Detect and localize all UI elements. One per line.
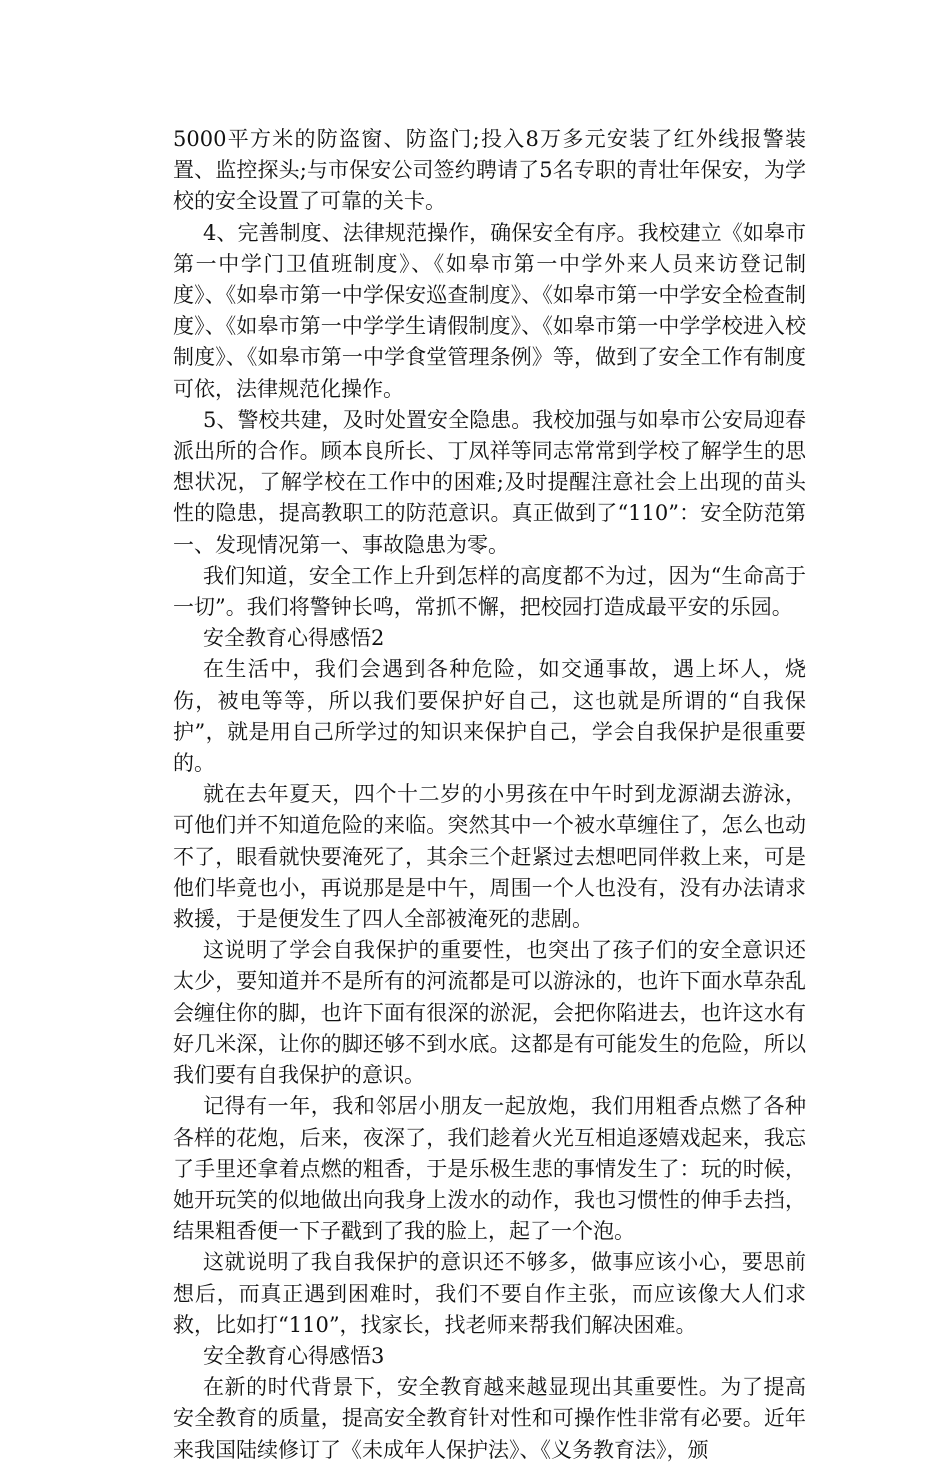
section-heading-2: 安全教育心得感悟2 bbox=[203, 626, 385, 651]
paragraph-police-school: 5、警校共建，及时处置安全隐患。我校加强与如皋市公安局迎春派出所的合作。顾本良所长、丁凤祥等同志常常到学校了解学生的思想状况，了解学校在工作中的困难;及时提醒注意社会上出现的苗头性的隐患，提高教职工的防范意识。真正做到了“110”：安全防范第一、发现情况第一、事故隐患为零。 bbox=[173, 407, 806, 557]
paragraph-firecracker-story: 记得有一年，我和邻居小朋友一起放炮，我们用粗香点燃了各种各样的花炮，后来，夜深了，我们趁着火光互相追逐嬉戏起来，我忘了手里还拿着点燃的粗香，于是乐极生悲的事情发生了：玩的时候，她开玩笑的似地做出向我身上泼水的动作，我也习惯性的伸手去挡，结果粗香便一下子戳到了我的脸上，起了一个泡。 bbox=[173, 1094, 806, 1244]
paragraph-new-era: 在新的时代背景下，安全教育越来越显现出其重要性。为了提高安全教育的质量，提高安全教育针对性和可操作性非常有必要。近年来我国陆续修订了《未成年人保护法》、《义务教育法》，颁 bbox=[173, 1375, 806, 1462]
paragraph-reflection: 这就说明了我自我保护的意识还不够多，做事应该小心，要思前想后，而真正遇到困难时，我们不要自作主张，而应该像大人们求救，比如打“110”，找家长，找老师来帮我们解决困难。 bbox=[173, 1250, 806, 1337]
paragraph-swimming-story: 就在去年夏天，四个十二岁的小男孩在中午时到龙源湖去游泳，可他们并不知道危险的来临。突然其中一个被水草缠住了，怎么也动不了，眼看就快要淹死了，其余三个赶紧过去想吧同伴救上来，可是他们毕竟也小，再说那是是中午，周围一个人也没有，没有办法请求救援，于是便发生了四人全部被淹死的悲剧。 bbox=[173, 782, 806, 932]
paragraph-self-protection: 在生活中，我们会遇到各种危险，如交通事故，遇上坏人，烧伤，被电等等，所以我们要保护好自己，这也就是所谓的“自我保护”，就是用自己所学过的知识来保护自己，学会自我保护是很重要的。 bbox=[173, 657, 806, 776]
paragraph-rules: 4、完善制度、法律规范操作，确保安全有序。我校建立《如皋市第一中学门卫值班制度》、《如皋市第一中学外来人员来访登记制度》、《如皋市第一中学保安巡查制度》、《如皋市第一中学安全检查制度》、《如皋市第一中学学生请假制度》、《如皋市第一中学学校进入校制度》、《如皋市第一中学食堂管理条例》等，做到了安全工作有制度可依，法律规范化操作。 bbox=[173, 220, 806, 401]
section-heading-3: 安全教育心得感悟3 bbox=[203, 1343, 385, 1368]
paragraph-lesson: 这说明了学会自我保护的重要性，也突出了孩子们的安全意识还太少，要知道并不是所有的河流都是可以游泳的，也许下面水草杂乱会缠住你的脚，也许下面有很深的淤泥，会把你陷进去，也许这水有好几米深，让你的脚还够不到水底。这都是有可能发生的危险，所以我们要有自我保护的意识。 bbox=[173, 938, 806, 1088]
paragraph-continued: 5000平方米的防盗窗、防盗门;投入8万多元安装了红外线报警装置、监控探头;与市保安公司签约聘请了5名专职的青壮年保安，为学校的安全设置了可靠的关卡。 bbox=[173, 127, 806, 214]
document-body bbox=[173, 124, 806, 1466]
paragraph-conclusion: 我们知道，安全工作上升到怎样的高度都不为过，因为“生命高于一切”。我们将警钟长鸣，常抓不懈，把校园打造成最平安的乐园。 bbox=[173, 563, 806, 620]
